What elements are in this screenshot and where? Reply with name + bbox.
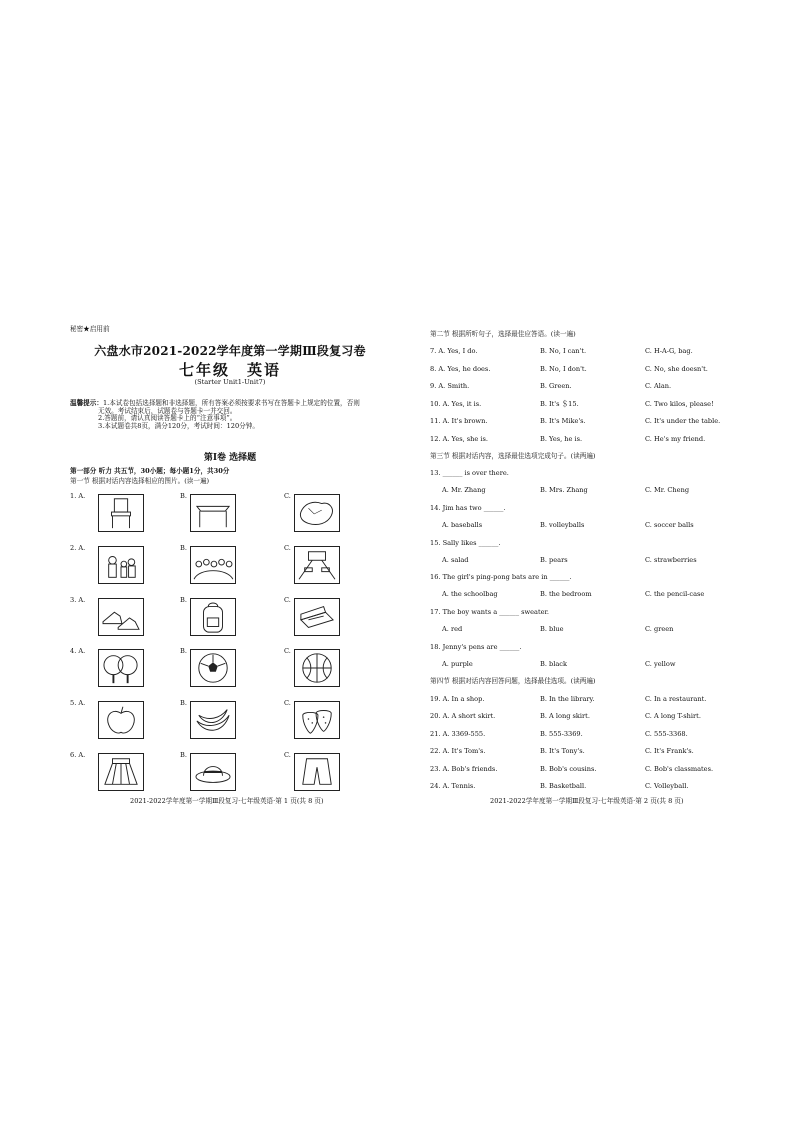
option-b[interactable]: B. No, I can't. [540,347,587,355]
question-number: 2. A. [70,544,86,552]
family-photo-picture[interactable] [98,546,144,584]
map-picture[interactable] [294,494,340,532]
option-c[interactable]: C. 555-3368. [645,730,688,738]
option-b-label: B. [180,492,187,500]
tips-block [70,400,400,430]
option-a[interactable]: 10. A. Yes, it is. [430,400,482,408]
tip-line-1: 1.本试卷包括选择题和非选择题，所有答案必须按要求书写在答题卡上规定的位置，否则 [102,399,360,407]
page-footer: 2021-2022学年度第一学期Ⅲ段复习·七年级英语·第 1 页(共 8 页) [130,797,324,805]
crowd-picture[interactable] [190,546,236,584]
apple-picture[interactable] [98,701,144,739]
option-b[interactable]: B. Basketball. [540,782,587,790]
question-stem: 13. ______ is over there. [430,469,509,477]
option-a[interactable]: 20. A. A short skirt. [430,712,496,720]
question-row [70,543,400,585]
page-footer: 2021-2022学年度第一学期Ⅲ段复习·七年级英语·第 2 页(共 8 页) [490,797,684,805]
option-c[interactable]: C. It's Frank's. [645,747,694,755]
option-a[interactable]: 23. A. Bob's friends. [430,765,498,773]
option-c-label: C. [284,647,291,655]
question-number: 5. A. [70,699,86,707]
option-c[interactable]: C. A long T-shirt. [645,712,701,720]
option-a[interactable]: 7. A. Yes, I do. [430,347,478,355]
option-c[interactable]: C. In a restaurant. [645,695,707,703]
option-b[interactable]: B. It's ＄15. [540,400,579,408]
question-row [70,595,400,637]
section3-heading: 第三节 根据对话内容，选择最佳选项完成句子。(读两遍) [430,452,596,460]
part-heading: 第一部分 听力 共五节，30小题；每小题1分，共30分 [70,467,230,475]
question-stem: 17. The boy wants a ______ sweater. [430,608,550,616]
option-b[interactable]: B. Bob's cousins. [540,765,597,773]
ping-pong-bats-picture[interactable] [98,649,144,687]
tips-label: 温馨提示： [70,399,103,407]
option-c[interactable]: C. It's under the table. [645,417,721,425]
soccer-ball-picture[interactable] [190,649,236,687]
question-row [70,646,400,688]
section1-heading: 第一节 根据对话内容选择相应的图片。(读一遍) [70,477,210,485]
option-c[interactable]: C. soccer balls [645,521,694,529]
option-c[interactable]: C. green [645,625,674,633]
basketball-picture[interactable] [294,649,340,687]
table-picture[interactable] [190,494,236,532]
option-a[interactable]: 22. A. It's Tom's. [430,747,486,755]
option-b[interactable]: B. the bedroom [540,590,592,598]
option-c-label: C. [284,492,291,500]
exam-scope: (Starter Unit1-Unit7) [194,378,266,386]
tip-line-4: 3.本试题卷共8页，满分120分，考试时间：120分钟。 [98,421,259,430]
volume-heading: 第Ⅰ卷 选择题 [203,453,257,463]
option-c[interactable]: C. Volleyball. [645,782,689,790]
question-number: 4. A. [70,647,86,655]
question-stem: 14. Jim has two ______. [430,504,506,512]
option-b[interactable]: B. No, I don't. [540,365,587,373]
option-b[interactable]: B. pears [540,556,568,564]
option-b-label: B. [180,699,187,707]
option-a[interactable]: A. Mr. Zhang [442,486,486,494]
option-b[interactable]: B. volleyballs [540,521,585,529]
option-a[interactable]: A. salad [442,556,469,564]
section4-heading: 第四节 根据对话内容回答问题，选择最佳选项。(读两遍) [430,677,596,685]
option-b-label: B. [180,596,187,604]
option-c-label: C. [284,751,291,759]
option-c[interactable]: C. No, she doesn't. [645,365,708,373]
exam-subject: 七年级 英语 [178,361,281,379]
option-c[interactable]: C. Mr. Cheng [645,486,690,494]
option-b[interactable]: B. It's Mike's. [540,417,586,425]
question-row [70,491,400,533]
option-a[interactable]: 11. A. It's brown. [430,417,488,425]
option-c-label: C. [284,596,291,604]
option-b[interactable]: B. It's Tony's. [540,747,585,755]
option-c[interactable]: C. strawberries [645,556,697,564]
question-row [70,750,400,792]
option-b[interactable]: B. Green. [540,382,572,390]
option-a[interactable]: A. red [442,625,463,633]
option-b-label: B. [180,647,187,655]
option-a[interactable]: A. the schoolbag [442,590,498,598]
option-c[interactable]: C. yellow [645,660,676,668]
option-c-label: C. [284,544,291,552]
option-b[interactable]: B. Mrs. Zhang [540,486,588,494]
secret-label: 秘密★启用前 [70,325,110,333]
tip-line-2: 无效。考试结束后，试题卷与答题卡一并交回。 [98,406,237,415]
option-a[interactable]: 12. A. Yes, she is. [430,435,489,443]
skirt-picture[interactable] [98,753,144,791]
option-b[interactable]: B. In the library. [540,695,595,703]
exam-title: 六盘水市2021-2022学年度第一学期Ⅲ段复习卷 [94,344,366,358]
option-a[interactable]: 19. A. In a shop. [430,695,485,703]
backpack-picture[interactable] [190,598,236,636]
question-number: 3. A. [70,596,86,604]
option-c[interactable]: C. the pencil-case [645,590,705,598]
question-number: 1. A. [70,492,86,500]
question-stem: 16. The girl's ping-pong bats are in ______. [430,573,572,581]
option-b[interactable]: B. blue [540,625,564,633]
bananas-picture[interactable] [190,701,236,739]
option-a[interactable]: 21. A. 3369-555. [430,730,486,738]
option-a[interactable]: A. purple [442,660,473,668]
option-c[interactable]: C. He's my friend. [645,435,706,443]
option-a[interactable]: 8. A. Yes, he does. [430,365,491,373]
option-c[interactable]: C. Alan. [645,382,672,390]
shoes-picture[interactable] [98,598,144,636]
option-b[interactable]: B. Yes, he is. [540,435,583,443]
pencil-box-picture[interactable] [294,598,340,636]
option-b-label: B. [180,751,187,759]
option-c[interactable]: C. Bob's classmates. [645,765,714,773]
classroom-picture[interactable] [294,546,340,584]
question-stem: 18. Jenny's pens are ______. [430,643,522,651]
option-b[interactable]: B. A long skirt. [540,712,590,720]
option-b[interactable]: B. 555-3369. [540,730,583,738]
option-b-label: B. [180,544,187,552]
question-stem: 15. Sally likes ______. [430,539,501,547]
option-c-label: C. [284,699,291,707]
option-c[interactable]: C. H-A-G, bag. [645,347,693,355]
option-a[interactable]: 24. A. Tennis. [430,782,476,790]
question-row [70,698,400,740]
section2-heading: 第二节 根据所听句子，选择最佳应答语。(读一遍) [430,330,576,338]
option-b[interactable]: B. black [540,660,567,668]
shorts-picture[interactable] [294,753,340,791]
chair-picture[interactable] [98,494,144,532]
option-a[interactable]: A. baseballs [442,521,483,529]
strawberries-picture[interactable] [294,701,340,739]
option-c[interactable]: C. Two kilos, please! [645,400,714,408]
question-number: 6. A. [70,751,86,759]
option-a[interactable]: 9. A. Smith. [430,382,470,390]
hat-picture[interactable] [190,753,236,791]
tip-line-3: 2.答题前，请认真阅读答题卡上的“注意事项”。 [98,414,237,423]
